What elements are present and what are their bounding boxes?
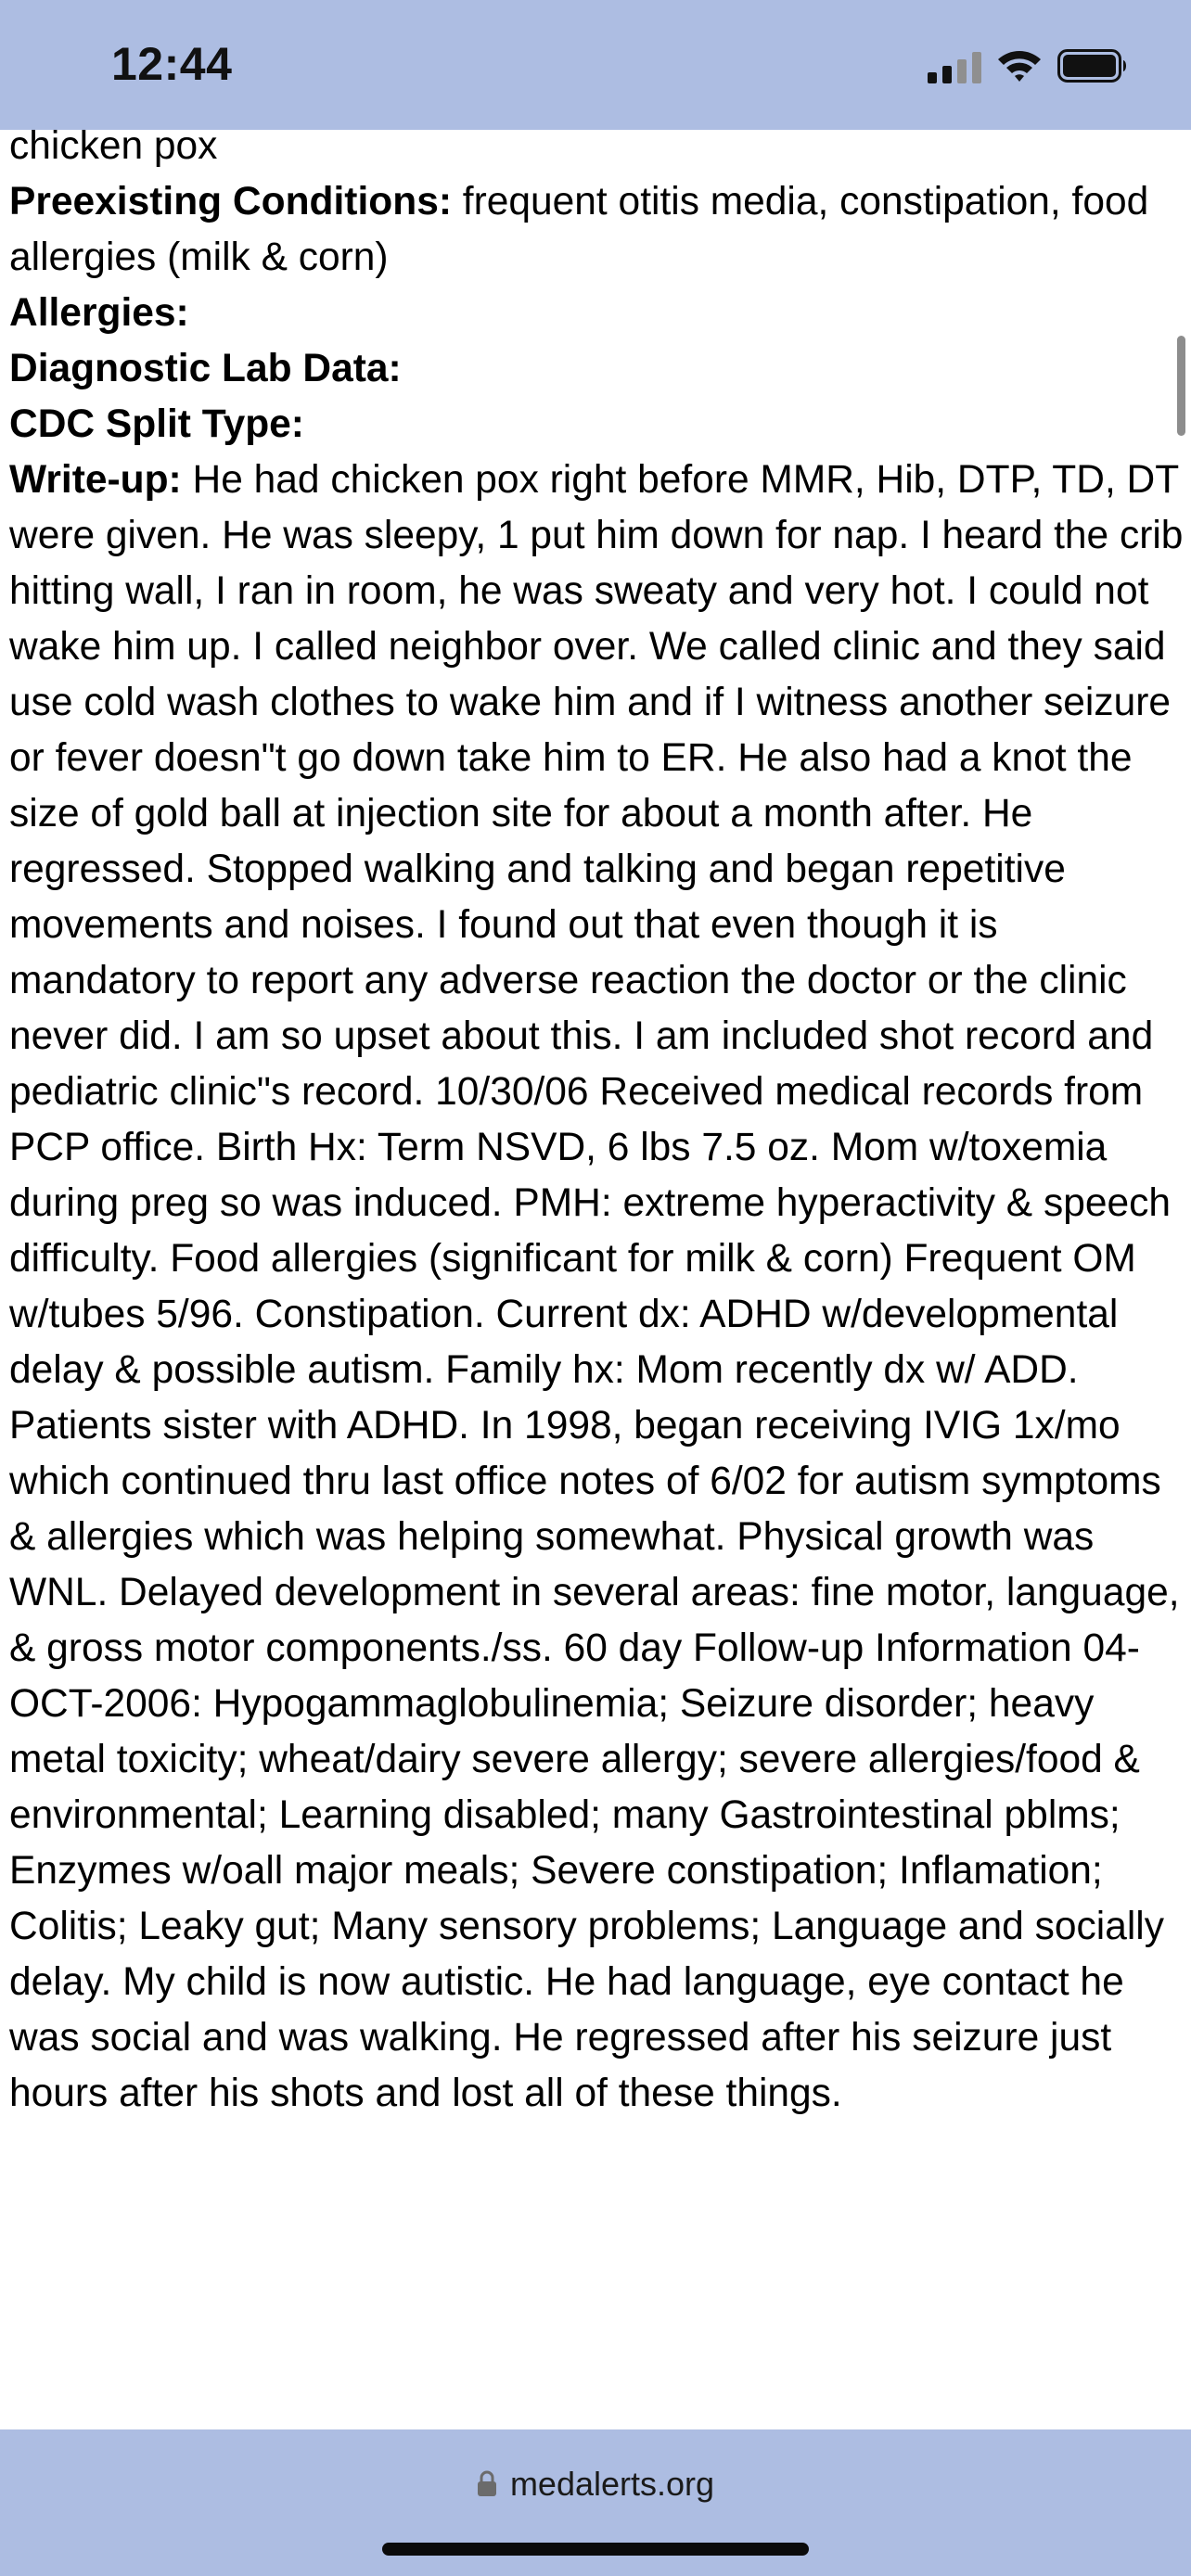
preexisting-conditions-label: Preexisting Conditions: [9,180,452,223]
allergies-row [9,286,1185,341]
web-content[interactable] [0,130,1191,2429]
preexisting-conditions-row [9,174,1185,286]
write-up-text: He had chicken pox right before MMR, Hib, DTP, TD, DT were given. He was sleepy, 1 put him down for nap. I heard the crib hitting wall, I ran in room, he was sweaty and very hot. I could not wake him up. I called neighbor over. We called clinic and they said use cold wash clothes to wake him and if I witness another seizure or fever doesn"t go down take him to ER. He also had a knot the size of gold ball at injection site for about a month after. He regressed. Stopped walking and talking and began repetitive movements and noises. I found out that even though it is mandatory to report any adverse reaction the doctor or the clinic never did. I am so upset about this. I am included shot record and pediatric clinic"s record. 10/30/06 Received medical records from PCP office. Birth Hx: Term NSVD, 6 lbs 7.5 oz. Mom w/toxemia during preg so was induced. PMH: extreme hyperactivity & speech difficulty. Food allergies (significant for milk & corn) Frequent OM w/tubes 5/96. Constipation. Current dx: ADHD w/developmental delay & possible autism. Family hx: Mom recently dx w/ ADD. Patients sister with ADHD. In 1998, began receiving IVIG 1x/mo which continued thru last office notes of 6/02 for autism symptoms & allergies which was helping somewhat. Physical growth was WNL. Delayed development in several areas: fine motor, language, & gross motor components./ss. 60 day Follow-up Information 04-OCT-2006: Hypogammaglobulinemia; Seizure disorder; heavy metal toxicity; wheat/dairy severe allergy; severe allergies/food & environmental; Learning disabled; many Gastrointestinal pblms; Enzymes w/oall major meals; Severe constipation; Inflamation; Colitis; Leaky gut; Many sensory problems; Language and socially delay. My child is now autistic. He had language, eye contact he was social and was walking. He regressed after his seizure just hours after his shots and lost all of these things. [9,458,1184,2115]
cdc-split-type-label: CDC Split Type: [9,402,304,446]
write-up-row [9,453,1185,2122]
preexisting-conditions-value: frequent otitis media, constipation, food allergies (milk & corn) [9,180,1149,279]
wifi-icon [996,48,1043,83]
status-bar [0,0,1191,130]
previous-illness-line: chicken pox [9,130,218,168]
cdc-split-type-row [9,397,1185,453]
lock-icon [477,2467,497,2506]
browser-address-bar[interactable] [0,2429,1191,2576]
url-display[interactable] [0,2465,1191,2506]
scroll-indicator[interactable] [1177,336,1185,436]
diagnostic-lab-data-row [9,341,1185,397]
home-indicator[interactable] [382,2543,809,2556]
battery-icon [1057,48,1128,83]
diagnostic-lab-data-label: Diagnostic Lab Data: [9,347,402,390]
vaers-report-text [9,130,1185,2122]
allergies-label: Allergies: [9,291,189,335]
cellular-signal-icon [928,52,983,83]
url-text: medalerts.org [509,2465,715,2503]
status-time: 12:44 [111,38,233,90]
write-up-label: Write-up: [9,458,182,502]
